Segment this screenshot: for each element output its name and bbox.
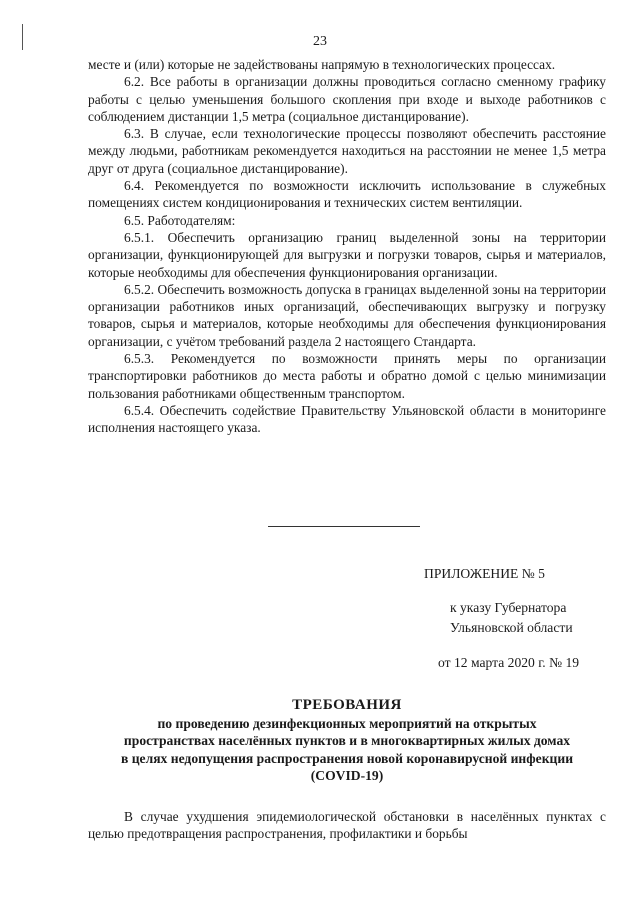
heading-line-2: пространствах населённых пунктов и в многоквартирных жилых домах bbox=[123, 733, 571, 749]
appendix-label: ПРИЛОЖЕНИЕ № 5 bbox=[424, 566, 545, 581]
document-heading bbox=[88, 697, 606, 785]
paragraph-6-5-4: 6.5.4. Обеспечить содействие Правительству Ульяновской области в мониторинге исполнения настоящего указа. bbox=[88, 402, 606, 436]
paragraph-continuation: месте и (или) которые не задействованы напрямую в технологических процессах. bbox=[88, 57, 556, 72]
appendix-line-2: Ульяновской области bbox=[450, 620, 573, 635]
paragraph-6-5: 6.5. Работодателям: bbox=[124, 212, 236, 228]
section-divider bbox=[268, 526, 420, 527]
page-number: 23 bbox=[313, 34, 327, 49]
final-text bbox=[88, 808, 606, 843]
paragraph-intro: В случае ухудшения эпидемиологической обстановки в населённых пунктах с целью предотвращения распространения, профилактики и борьбы bbox=[88, 809, 606, 842]
paragraph-6-3: 6.3. В случае, если технологические процессы позволяют обеспечить расстояние между людьми, работникам рекомендуется находиться на расстоянии не менее 1,5 метра друг от друга (социальное дистанцирование). bbox=[88, 126, 606, 176]
paragraph-6-2: 6.2. Все работы в организации должны проводиться согласно сменному графику работы с целью уменьшения большого скопления при входе и выходе работников с соблюдением дистанции 1,5 метра (социальное дистанцирование). bbox=[88, 74, 606, 124]
heading-line-4: (COVID-19) bbox=[310, 768, 384, 784]
appendix-line-1: к указу Губернатора bbox=[450, 600, 567, 615]
paragraph-6-4: 6.4. Рекомендуется по возможности исключить использование в служебных помещениях систем кондиционирования и технических систем вентиляции. bbox=[88, 178, 606, 211]
heading-line-1: по проведению дезинфекционных мероприятий на открытых bbox=[157, 715, 537, 731]
paragraph-6-5-2: 6.5.2. Обеспечить возможность допуска в границах выделенной зоны на территории организации работников иных организаций, обеспечивающих выгрузку и погрузку товаров, сырья и материалов, которые необходимы для обеспечения функционирования организации, с учётом требований раздела 2 настоящего Стандарта. bbox=[88, 281, 606, 349]
heading-title: ТРЕБОВАНИЯ bbox=[292, 697, 402, 713]
paragraph-6-5-1: 6.5.1. Обеспечить организацию границ выделенной зоны на территории организации, функционирующей для выгрузки и погрузки товаров, сырья и материалов, которые необходимы для обеспечения функционирования организации. bbox=[88, 229, 606, 280]
body-text bbox=[88, 56, 606, 437]
heading-line-3: в целях недопущения распространения новой коронавирусной инфекции bbox=[120, 750, 574, 766]
appendix-date: от 12 марта 2020 г. № 19 bbox=[438, 655, 580, 670]
paragraph-6-5-3: 6.5.3. Рекомендуется по возможности принять меры по организации транспортировки работников до места работы и обратно домой с целью минимизации пользования работниками общественным транспортом. bbox=[88, 351, 606, 401]
